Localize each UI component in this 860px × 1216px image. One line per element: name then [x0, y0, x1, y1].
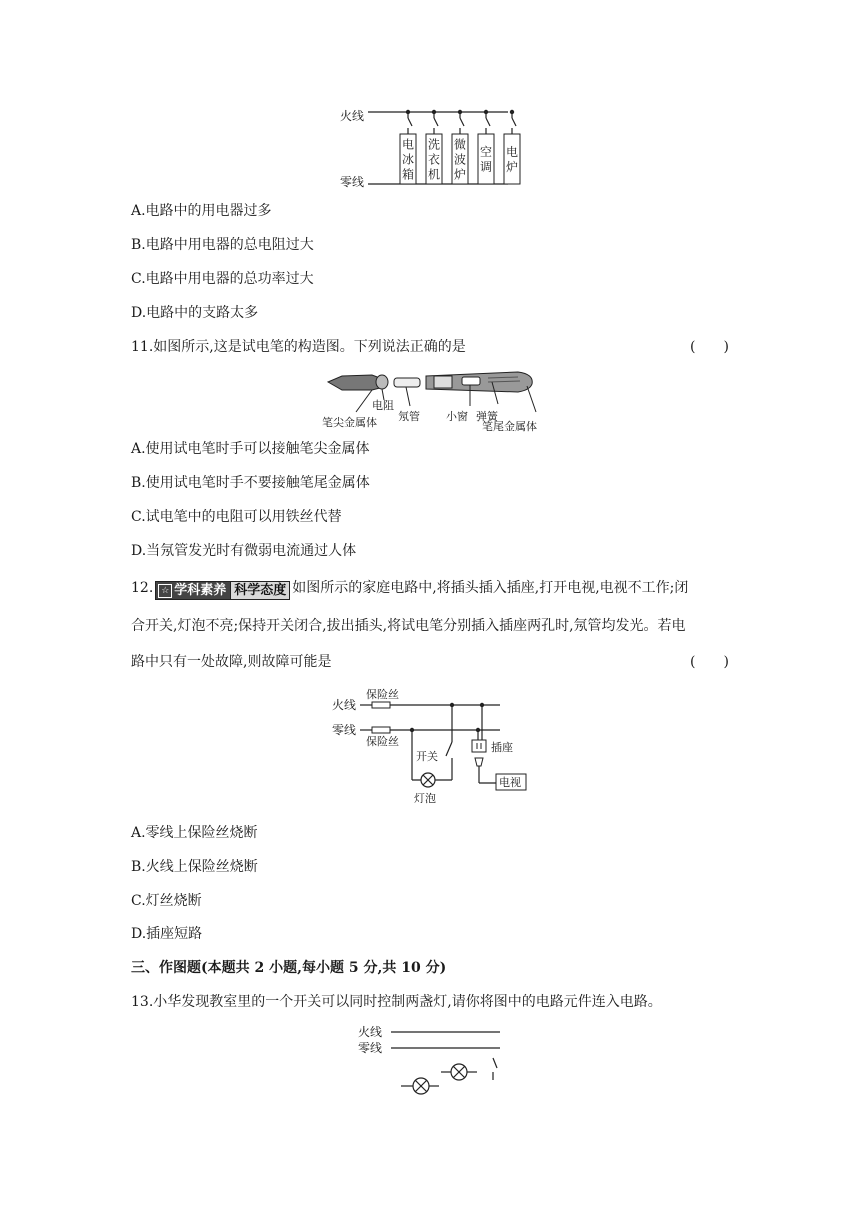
appliance-label-char: 电: [505, 145, 519, 159]
badge-core-literacy: 学科素养: [174, 583, 227, 598]
q10-option-b: B.电路中用电器的总电阻过大: [131, 237, 314, 253]
q12-text-1: 如图所示的家庭电路中,将插头插入插座,打开电视,电视不工作;闭: [292, 580, 689, 596]
appliance-label-char: 炉: [453, 167, 467, 182]
q11-option-a: A.使用试电笔时手可以接触笔尖金属体: [131, 441, 370, 457]
test-pen-figure: [322, 362, 552, 432]
q13-stem: 13.小华发现教室里的一个开关可以同时控制两盏灯,请你将图中的电路元件连入电路。: [131, 994, 662, 1010]
pen-resistor-label: 电阻: [372, 399, 394, 412]
appliance-label-char: 空: [479, 145, 493, 159]
appliance-label-char: 炉: [505, 160, 519, 174]
fig12-fuse-live-label: 保险丝: [366, 688, 399, 701]
appliance-label-char: 微: [453, 137, 467, 152]
fig13-neutral-label: 零线: [358, 1041, 383, 1055]
q10-option-a: A.电路中的用电器过多: [131, 203, 272, 219]
home-circuit-figure: [330, 686, 535, 808]
fig12-tv-label: 电视: [499, 776, 521, 789]
pen-spring-label: 弹簧: [476, 410, 498, 423]
fig12-switch-label: 开关: [416, 750, 438, 763]
q12-line-1: [131, 578, 688, 598]
appliance-label-char: 洗: [427, 137, 441, 152]
pen-tip-label: 笔尖金属体: [322, 416, 377, 429]
fig12-neutral-label: 零线: [332, 723, 357, 737]
q11-option-b: B.使用试电笔时手不要接触笔尾金属体: [131, 475, 370, 491]
q12-option-c: C.灯丝烧断: [131, 893, 202, 909]
appliance-label-char: 冰: [401, 152, 415, 167]
two-lamp-figure: [355, 1022, 505, 1102]
subject-badge: [155, 581, 290, 598]
appliance-label-char: 调: [479, 160, 493, 174]
fig10-neutral-label: 零线: [340, 175, 365, 189]
appliance-label-char: 箱: [401, 167, 415, 182]
appliance-label-char: 机: [427, 167, 441, 182]
q12-number: 12.: [131, 580, 154, 596]
q11-answer-paren: ( ): [690, 339, 729, 355]
fig13-live-label: 火线: [358, 1025, 383, 1039]
fig12-socket-label: 插座: [491, 741, 513, 754]
q10-option-d: D.电路中的支路太多: [131, 305, 259, 321]
star-icon: ☆: [158, 584, 172, 598]
fig10-live-label: 火线: [340, 109, 365, 123]
q12-line-3: 路中只有一处故障,则故障可能是: [131, 654, 332, 670]
q12-option-d: D.插座短路: [131, 926, 203, 942]
appliance-circuit-figure: [330, 96, 530, 194]
section-3-heading: 三、作图题(本题共 2 小题,每小题 5 分,共 10 分): [131, 960, 447, 976]
appliance-label-char: 电: [401, 137, 415, 152]
q12-line-2: 合开关,灯泡不亮;保持开关闭合,拔出插头,将试电笔分别插入插座两孔时,氖管均发光。若电: [131, 618, 686, 634]
appliance-label-char: 波: [453, 152, 467, 167]
badge-scientific-attitude: 科学态度: [231, 581, 290, 600]
pen-window-label: 小窗: [446, 410, 468, 423]
q11-stem: 11.如图所示,这是试电笔的构造图。下列说法正确的是: [131, 339, 466, 355]
fig12-fuse-neutral-label: 保险丝: [366, 735, 399, 748]
q11-option-d: D.当氖管发光时有微弱电流通过人体: [131, 543, 357, 559]
q10-option-c: C.电路中用电器的总功率过大: [131, 271, 314, 287]
q12-answer-paren: ( ): [690, 654, 729, 670]
q11-option-c: C.试电笔中的电阻可以用铁丝代替: [131, 509, 342, 525]
appliance-label-char: 衣: [427, 152, 441, 167]
fig12-live-label: 火线: [332, 698, 357, 712]
pen-neon-label: 氖管: [398, 410, 420, 423]
pen-tail-label: 笔尾金属体: [482, 420, 537, 432]
fig12-bulb-label: 灯泡: [414, 792, 436, 805]
q12-option-a: A.零线上保险丝烧断: [131, 825, 258, 841]
q12-option-b: B.火线上保险丝烧断: [131, 859, 258, 875]
